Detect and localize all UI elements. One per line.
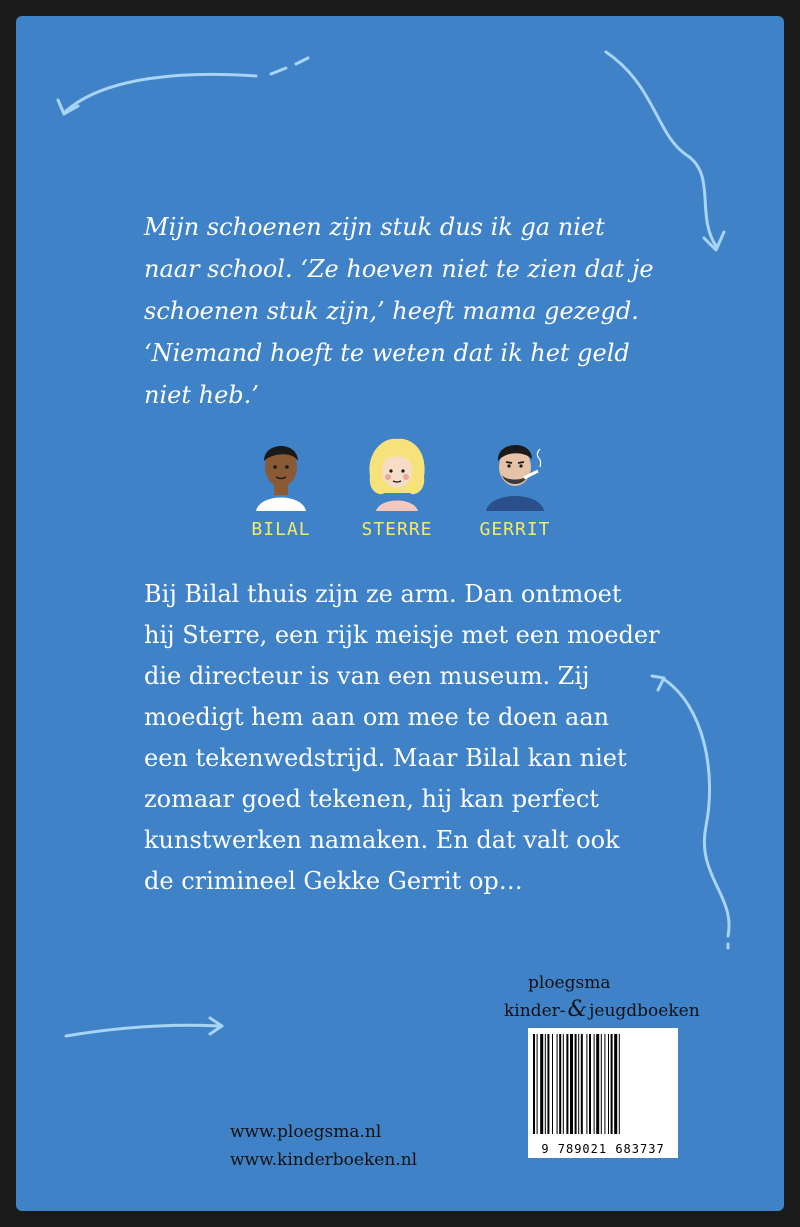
barcode-bar [557, 1034, 558, 1134]
back-cover [16, 16, 784, 1211]
barcode-bar [608, 1034, 609, 1134]
url-kinderboeken: www.kinderboeken.nl [230, 1150, 418, 1170]
publisher-urls [230, 1118, 417, 1174]
quote-line: naar school. ‘Ze hoeven niet te zien dat je [144, 255, 654, 283]
ampersand-glyph: & [567, 997, 588, 1022]
barcode-bar [589, 1034, 591, 1134]
gerrit-portrait-icon [480, 431, 550, 511]
barcode-bar [559, 1034, 561, 1134]
barcode-bar [566, 1034, 568, 1134]
url-ploegsma: www.ploegsma.nl [230, 1122, 382, 1142]
arrow-doodle-bottom-left [66, 1025, 218, 1036]
barcode-bar [594, 1034, 595, 1134]
blurb-line: die directeur is van een museum. Zij [144, 662, 590, 690]
blurb-line: hij Sterre, een rijk meisje met een moeder [144, 621, 660, 649]
barcode-bar [552, 1034, 553, 1134]
character-row [236, 431, 556, 566]
barcode-bars [533, 1034, 673, 1134]
blurb-line: kunstwerken namaken. En dat valt ook [144, 826, 620, 854]
quote-line: ‘Niemand hoeft te weten dat ik het geld [144, 339, 630, 367]
barcode-bar [611, 1034, 613, 1134]
blurb-line: moedigt hem aan om mee te doen aan [144, 703, 610, 731]
character-sterre [352, 431, 442, 540]
quote-line: Mijn schoenen zijn stuk dus ik ga niet [144, 213, 605, 241]
character-name: BILAL [251, 519, 311, 540]
barcode-bar [575, 1034, 577, 1134]
barcode-bar [545, 1034, 546, 1134]
blurb-line: de crimineel Gekke Gerrit op… [144, 867, 523, 895]
quote-line: schoenen stuk zijn,’ heeft mama gezegd. [144, 297, 639, 325]
barcode-bar [547, 1034, 549, 1134]
blurb-line: een tekenwedstrijd. Maar Bilal kan niet [144, 744, 627, 772]
bilal-portrait-icon [246, 431, 316, 511]
barcode-bar [563, 1034, 564, 1134]
character-gerrit [470, 431, 560, 540]
barcode-bar [586, 1034, 587, 1134]
barcode-bar [619, 1034, 620, 1134]
imprint-left: kinder- [504, 1001, 566, 1021]
barcode-bar [537, 1034, 538, 1134]
quote-line: niet heb.’ [144, 381, 259, 409]
barcode-bar [596, 1034, 599, 1134]
barcode-bar [604, 1034, 605, 1134]
barcode-bar [540, 1034, 543, 1134]
barcode-bar [601, 1034, 602, 1134]
character-bilal [236, 431, 326, 540]
barcode [528, 1028, 678, 1158]
publisher-imprint [504, 998, 700, 1023]
barcode-bar [614, 1034, 617, 1134]
blurb-line: Bij Bilal thuis zijn ze arm. Dan ontmoet [144, 580, 622, 608]
book-blurb [144, 574, 684, 902]
barcode-bar [533, 1034, 535, 1134]
blurb-line: zomaar goed tekenen, hij kan perfect [144, 785, 599, 813]
barcode-bar [578, 1034, 579, 1134]
arrow-doodle-top-left [66, 74, 256, 111]
barcode-bar [581, 1034, 583, 1134]
publisher-name: ploegsma [528, 973, 611, 993]
imprint-right: jeugdboeken [589, 1001, 700, 1021]
character-name: STERRE [361, 519, 433, 540]
isbn-number: 9 789021 683737 [541, 1142, 665, 1156]
book-quote [144, 206, 664, 416]
barcode-bar [570, 1034, 573, 1134]
character-name: GERRIT [479, 519, 551, 540]
sterre-portrait-icon [362, 431, 432, 511]
